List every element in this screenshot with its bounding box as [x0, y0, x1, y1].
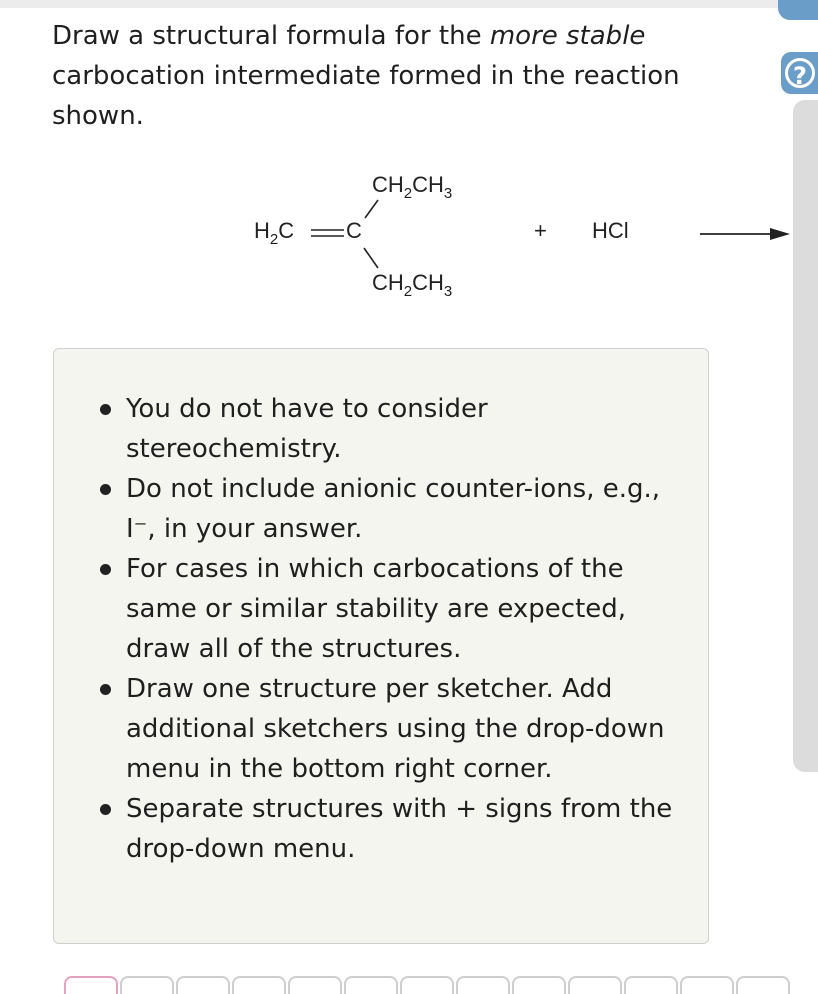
tool-button[interactable] — [624, 976, 678, 994]
tool-button[interactable] — [64, 976, 118, 994]
reaction-arrow-head — [770, 228, 790, 240]
bond-upper — [365, 200, 378, 218]
center-carbon: C — [346, 218, 362, 243]
tool-button[interactable] — [512, 976, 566, 994]
instruction-item: Draw one structure per sketcher. Add additional sketchers using the drop-down menu in the bottom right corner. — [126, 669, 686, 789]
instruction-item: Do not include anionic counter-ions, e.g., I⁻, in your answer. — [126, 469, 686, 549]
tool-button[interactable] — [456, 976, 510, 994]
question-emphasis: more stable — [489, 21, 646, 51]
bond-lower — [364, 248, 378, 268]
alkene-left: $H_2C$ — [254, 218, 295, 248]
reaction-scheme — [0, 160, 818, 320]
tool-button[interactable] — [568, 976, 622, 994]
tool-button[interactable] — [288, 976, 342, 994]
tool-button[interactable] — [400, 976, 454, 994]
reagent-hcl: HCl — [592, 218, 629, 243]
instruction-item: You do not have to consider stereochemistry. — [126, 389, 686, 469]
upper-substituent: $CH_2CH_3$ — [372, 172, 453, 202]
sketcher-toolbar — [0, 970, 818, 990]
reaction-svg — [0, 160, 818, 320]
tool-button[interactable] — [176, 976, 230, 994]
help-button[interactable] — [781, 52, 818, 94]
tool-button[interactable] — [680, 976, 734, 994]
instruction-item: Separate structures with + signs from the drop-down menu. — [126, 789, 686, 869]
instructions-list — [126, 389, 686, 869]
tool-button[interactable] — [120, 976, 174, 994]
question-text — [52, 16, 752, 136]
instruction-item: For cases in which carbocations of the same or similar stability are expected, draw all of the structures. — [126, 549, 686, 669]
tool-button[interactable] — [344, 976, 398, 994]
instructions-panel — [53, 348, 709, 944]
question-part1: Draw a structural formula for the — [52, 21, 482, 51]
tool-button[interactable] — [736, 976, 790, 994]
tool-button[interactable] — [232, 976, 286, 994]
top-divider — [0, 0, 780, 8]
question-icon: ? — [785, 58, 815, 88]
lower-substituent: $CH_2CH_3$ — [372, 270, 453, 300]
plus-sign: + — [534, 218, 547, 243]
question-part2: carbocation intermediate formed in the reaction shown. — [52, 61, 680, 131]
top-tab[interactable] — [778, 0, 818, 20]
